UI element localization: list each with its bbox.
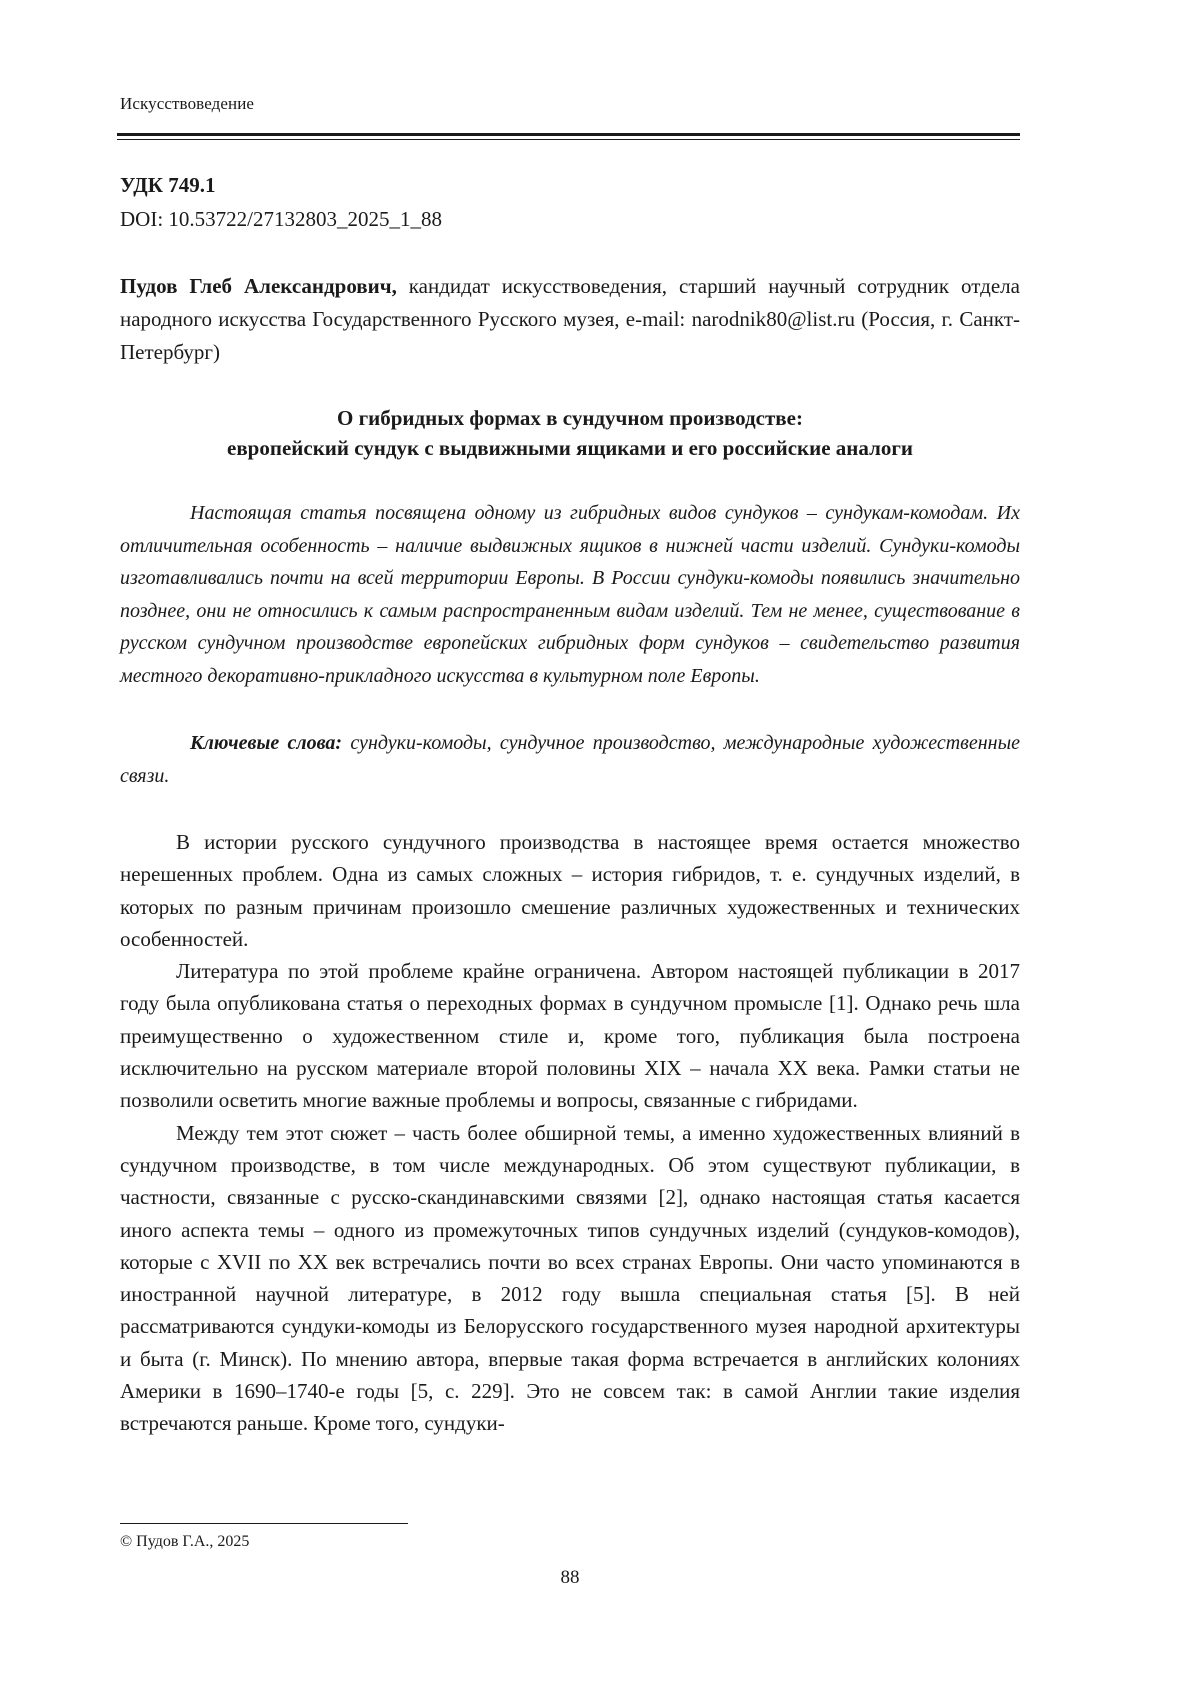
author-block bbox=[120, 270, 1020, 369]
copyright-footnote: © Пудов Г.А., 2025 bbox=[120, 1533, 250, 1550]
keywords-label: Ключевые слова: bbox=[190, 732, 343, 754]
header-rule-thick bbox=[117, 133, 1020, 136]
author-affiliation: кандидат искусствоведения, старший научный сотрудник отдела народного искусства Государственного Русского музея, e-mail: narodnik80@list.ru (Россия, г. Санкт-Петербург) bbox=[120, 274, 1020, 364]
keywords bbox=[120, 727, 1020, 792]
article-title bbox=[120, 403, 1020, 463]
keywords-text: сундуки-комоды, сундучное производство, международные художественные связи. bbox=[120, 732, 1020, 787]
footnote-rule bbox=[120, 1523, 408, 1524]
body-paragraph: В истории русского сундучного производства в настоящее время остается множество нерешенных проблем. Одна из самых сложных – история гибридов, т. е. сундучных изделий, в которых по разным причинам произошло смешение различных художественных и технических особенностей. bbox=[120, 830, 1020, 951]
udk-code: УДК 749.1 bbox=[120, 173, 216, 197]
doi: DOI: 10.53722/27132803_2025_1_88 bbox=[120, 207, 442, 231]
article-body bbox=[120, 826, 1020, 1440]
abstract: Настоящая статья посвящена одному из гибридных видов сундуков – сундукам-комодам. Их отличительная особенность – наличие выдвижных ящиков в нижней части изделий. Сундуки-комоды изготавливались почти на всей территории Европы. В России сундуки-комоды появились значительно позднее, они не относились к самым распространенным видам изделий. Тем не менее, существование в русском сундучном производстве европейских гибридных форм сундуков – свидетельство развития местного декоративно-прикладного искусства в культурном поле Европы. bbox=[120, 502, 1020, 687]
author-name: Пудов Глеб Александрович, bbox=[120, 274, 397, 298]
article-title-line2: европейский сундук с выдвижными ящиками и его российские аналоги bbox=[227, 436, 913, 460]
article-title-line1: О гибридных формах в сундучном производстве: bbox=[337, 406, 803, 430]
running-head: Искусствоведение bbox=[120, 94, 255, 113]
body-paragraph: Литература по этой проблеме крайне ограничена. Автором настоящей публикации в 2017 году была опубликована статья о переходных формах в сундучном промысле [1]. Однако речь шла преимущественно о художественном стиле и, кроме того, публикация была построена исключительно на русском материале второй половины XIX – начала XX века. Рамки статьи не позволили осветить многие важные проблемы и вопросы, связанные с гибридами. bbox=[120, 959, 1020, 1113]
body-paragraph: Между тем этот сюжет – часть более обширной темы, а именно художественных влияний в сундучном производстве, в том числе международных. Об этом существуют публикации, в частности, связанные с русско-скандинавскими связями [2], однако настоящая статья касается иного аспекта темы – одного из промежуточных типов сундучных изделий (сундуков-комодов), которые с XVII по XX век встречались почти во всех странах Европы. Они часто упоминаются в иностранной научной литературе, в 2012 году вышла специальная статья [5]. В ней рассматриваются сундуки-комоды из Белорусского государственного музея народной архитектуры и быта (г. Минск). По мнению автора, впервые такая форма встречается в английских колониях Америки в 1690–1740-е годы [5, с. 229]. Это не совсем так: в самой Англии такие изделия встречаются раньше. Кроме того, сундуки- bbox=[120, 1120, 1020, 1436]
page-number: 88 bbox=[560, 1567, 580, 1588]
header-rule-thin bbox=[117, 139, 1020, 140]
